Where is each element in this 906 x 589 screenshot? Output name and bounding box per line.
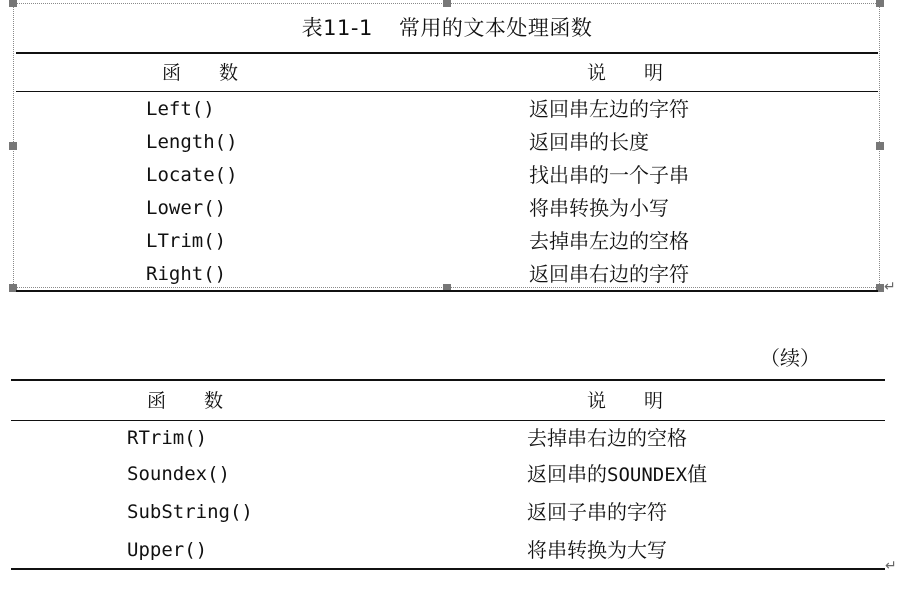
table1-description-cell: 返回串右边的字符 (529, 262, 689, 286)
table1-description-cell: 将串转换为小写 (529, 196, 669, 220)
table1-header-description: 说 明 (586, 62, 663, 84)
table2-description-cell: 返回子串的字符 (527, 500, 667, 524)
table1-header-rule (16, 91, 878, 92)
resize-handle-top-left[interactable] (9, 0, 17, 7)
paragraph-mark-icon: ↵ (885, 558, 897, 574)
table1-top-rule (16, 52, 878, 54)
resize-handle-top-right[interactable] (876, 0, 884, 7)
table2-bottom-rule (11, 568, 885, 570)
resize-handle-middle-right[interactable] (876, 142, 884, 150)
paragraph-mark-icon: ↵ (884, 279, 896, 295)
resize-handle-top-center[interactable] (443, 0, 451, 7)
table2-continued-label: （续） (760, 346, 820, 370)
table2-description-text: 值 (687, 462, 708, 486)
table1-function-cell: LTrim() (146, 230, 227, 252)
table2-description-keyword: SOUNDEX (607, 464, 688, 486)
table1-header-function: 函 数 (161, 62, 238, 84)
table2-function-cell: Upper() (127, 539, 208, 561)
image-selection-frame[interactable] (13, 3, 880, 288)
table1-function-cell: Locate() (146, 164, 238, 186)
table2-function-cell: RTrim() (127, 427, 208, 449)
table1-title-label: 表11-1 (301, 16, 373, 40)
table2-function-cell: Soundex() (127, 463, 230, 485)
table2-description-text: 返回串的 (527, 462, 607, 486)
table1-function-cell: Left() (146, 98, 215, 120)
table1-function-cell: Length() (146, 131, 238, 153)
table1-title (16, 13, 878, 43)
table2-header-description: 说 明 (586, 390, 663, 412)
table2-top-rule (11, 379, 885, 381)
resize-handle-middle-left[interactable] (9, 142, 17, 150)
table2-header-function: 函 数 (146, 390, 223, 412)
table1-bottom-rule (16, 290, 878, 292)
table2-description-cell: 去掉串右边的空格 (527, 426, 687, 450)
table2-description-cell (527, 462, 707, 487)
table1-title-text: 常用的文本处理函数 (398, 16, 593, 40)
table2-description-cell: 将串转换为大写 (527, 538, 667, 562)
table1-function-cell: Lower() (146, 197, 227, 219)
table2-function-cell: SubString() (127, 501, 253, 523)
table1-function-cell: Right() (146, 263, 227, 285)
table1-description-cell: 去掉串左边的空格 (529, 229, 689, 253)
table1-description-cell: 返回串的长度 (529, 130, 649, 154)
table2-header-rule (11, 420, 885, 421)
table1-description-cell: 返回串左边的字符 (529, 97, 689, 121)
table1-description-cell: 找出串的一个子串 (529, 163, 689, 187)
